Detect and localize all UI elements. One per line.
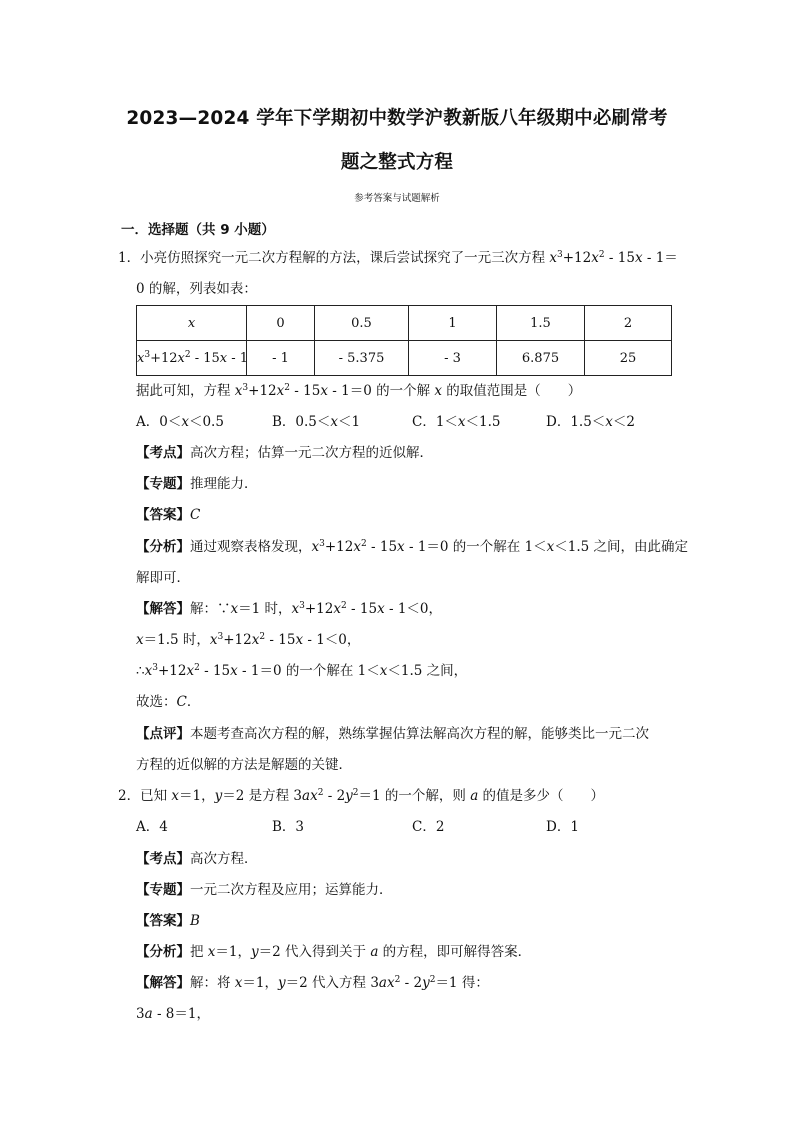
table-header-cell: 0 [247, 306, 315, 341]
table-cell: - 3 [409, 341, 497, 376]
q1-ask: 据此可知，方程 $x^3+12x^2 - 15x - 1=0$ 的一个解 x 的取值范围是（ ） [136, 383, 582, 399]
table-row [137, 341, 672, 376]
table-row [137, 306, 672, 341]
q1-zhuanti: 【专题】推理能力． [136, 476, 258, 492]
q2-option-c[interactable]: C．2 [412, 819, 445, 835]
q1-daan: 【答案】C [136, 507, 201, 523]
q1-jieda-line2: x＝1.5 时，$x^3+12x^2 - 15x - 1<0$， [136, 632, 361, 648]
q2-option-b[interactable]: B．3 [272, 819, 305, 835]
doc-title-line1: 2023—2024 学年下学期初中数学沪教新版八年级期中必刷常考 [126, 108, 668, 129]
table-header-cell: 0.5 [315, 306, 409, 341]
q1-fenxi-line1: 【分析】通过观察表格发现，$x^3+12x^2 - 15x - 1=0$ 的一个解在 1＜x＜1.5 之间，由此确定 [136, 539, 689, 555]
q1-value-table [136, 305, 672, 376]
q1-number: 1． [118, 250, 141, 266]
q2-stem: 2．已知 x＝1，y＝2 是方程 $3ax^2 - 2y^2=1$ 的一个解，则 a 的值是多少（ ） [118, 788, 605, 804]
q2-daan: 【答案】B [136, 913, 200, 929]
q2-zhuanti: 【专题】一元二次方程及应用；运算能力． [136, 882, 393, 898]
q2-option-a[interactable]: A．4 [136, 819, 168, 835]
section-heading: 一．选择题（共 9 小题） [121, 222, 275, 238]
table-header-cell: 2 [585, 306, 672, 341]
table-header-cell: 1 [409, 306, 497, 341]
q1-jieda-line1: 【解答】解：∵x＝1 时，$x^3+12x^2 - 15x - 1<0$， [136, 601, 443, 617]
q1-jieda-line3: $\therefore x^3+12x^2 - 15x - 1=0$ 的一个解在 1＜x＜1.5 之间， [136, 663, 468, 679]
q2-jieda-line2: 3a - 8＝1， [136, 1006, 210, 1022]
q1-equation: $x^3+12x^2 - 15x - 1=$ [549, 250, 678, 266]
doc-subtitle: 参考答案与试题解析 [354, 193, 440, 204]
q1-fenxi-line2: 解即可． [136, 570, 190, 586]
q1-option-c[interactable]: C．1＜x＜1.5 [412, 414, 501, 430]
q1-option-d[interactable]: D．1.5＜x＜2 [546, 414, 636, 430]
table-row-label: $x^3+12x^2 - 15x - 1$ [137, 341, 247, 376]
q2-option-d[interactable]: D．1 [546, 819, 579, 835]
q1-jieda-line4: 故选：C． [136, 694, 201, 710]
q1-dianping-line1: 【点评】本题考查高次方程的解，熟练掌握估算法解高次方程的解，能够类比一元二次 [136, 726, 649, 742]
q1-option-b[interactable]: B．0.5＜x＜1 [272, 414, 361, 430]
q1-dianping-line2: 方程的近似解的方法是解题的关键． [136, 757, 352, 773]
doc-title-line2: 题之整式方程 [340, 152, 454, 173]
table-header-cell: 1.5 [497, 306, 585, 341]
q2-jieda-line1: 【解答】解：将 x＝1，y＝2 代入方程 $3ax^2 - 2y^2=1$ 得： [136, 975, 489, 991]
table-cell: 25 [585, 341, 672, 376]
table-header-cell: x [137, 306, 247, 341]
q1-kaodian: 【考点】高次方程；估算一元二次方程的近似解． [136, 445, 433, 461]
q1-stem-text: 小亮仿照探究一元二次方程解的方法，课后尝试探究了一元三次方程 [140, 250, 550, 266]
q2-fenxi: 【分析】把 x＝1，y＝2 代入得到关于 a 的方程，即可解得答案． [136, 944, 532, 960]
q1-stem-line2: 0 的解，列表如表： [136, 281, 257, 297]
table-cell: - 5.375 [315, 341, 409, 376]
q2-kaodian: 【考点】高次方程． [136, 851, 258, 867]
q1-stem-line1 [118, 248, 678, 268]
table-cell: - 1 [247, 341, 315, 376]
table-cell: 6.875 [497, 341, 585, 376]
q1-option-a[interactable]: A．0＜x＜0.5 [136, 414, 224, 430]
